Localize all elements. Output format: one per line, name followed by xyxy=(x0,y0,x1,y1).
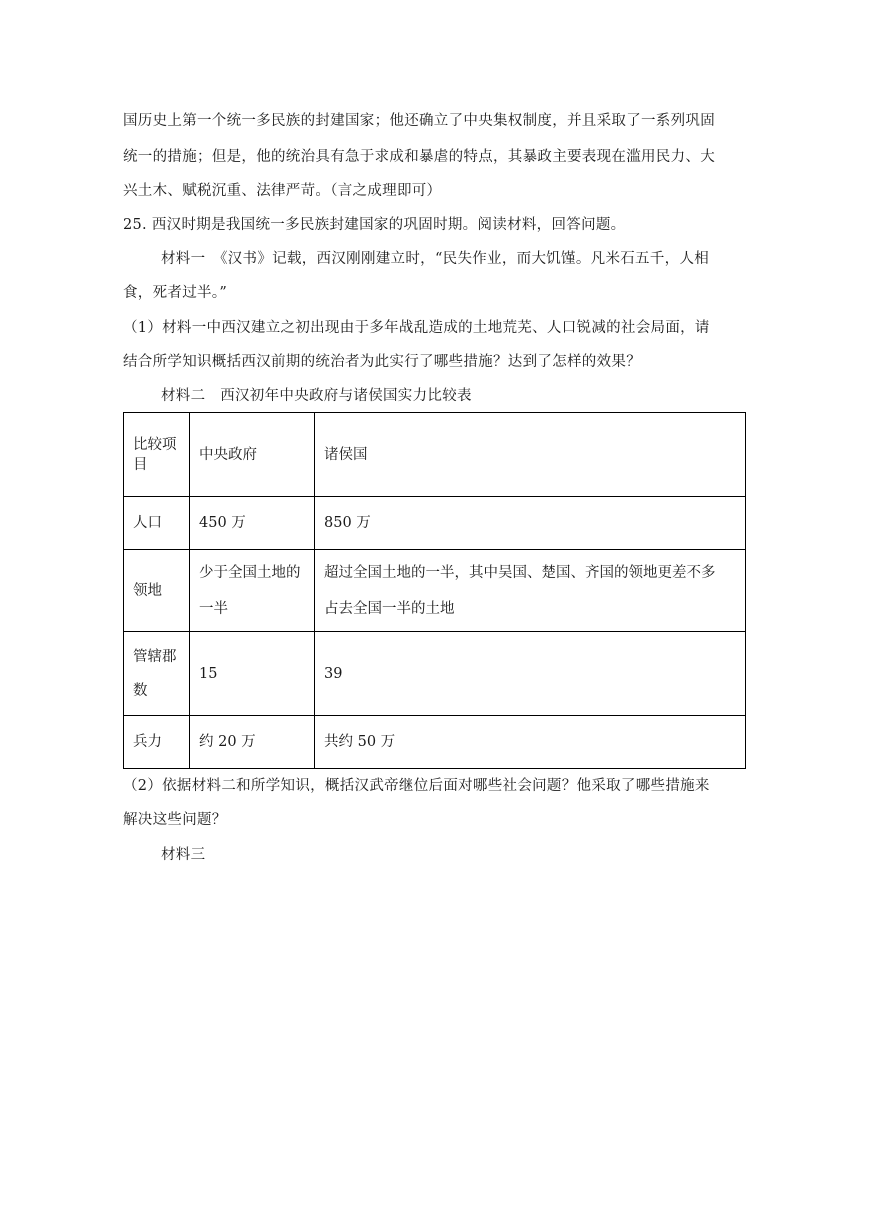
text-line: 国历史上第一个统一多民族的封建国家；他还确立了中央集权制度，并且采取了一系列巩固 xyxy=(123,113,715,129)
table-cell: 少于全国土地的 一半 xyxy=(190,550,315,632)
text-line: 结合所学知识概括西汉前期的统治者为此实行了哪些措施？达到了怎样的效果？ xyxy=(123,354,641,370)
table-cell: 诸侯国 xyxy=(315,413,746,497)
table-cell: 兵力 xyxy=(124,716,190,769)
table-row xyxy=(124,632,746,716)
table-cell: 超过全国土地的一半，其中吴国、楚国、齐国的领地更差不多 占去全国一半的土地 xyxy=(315,550,746,632)
text-line: 食，死者过半。” xyxy=(123,285,228,301)
text-line: （1）材料一中西汉建立之初出现由于多年战乱造成的土地荒芜、人口锐减的社会局面，请 xyxy=(123,320,710,336)
comparison-table xyxy=(123,412,746,769)
table-header-row xyxy=(124,413,746,497)
table-cell: 管辖郡 数 xyxy=(124,632,190,716)
material-2-title: 材料二 西汉初年中央政府与诸侯国实力比较表 xyxy=(161,388,472,404)
table-cell: 450 万 xyxy=(190,497,315,550)
text-line: 兴土木、赋税沉重、法律严苛。（言之成理即可） xyxy=(123,183,442,199)
table-cell: 约 20 万 xyxy=(190,716,315,769)
table-cell: 共约 50 万 xyxy=(315,716,746,769)
table-cell: 中央政府 xyxy=(190,413,315,497)
text-line: 统一的措施；但是，他的统治具有急于求成和暴虐的特点，其暴政主要表现在滥用民力、大 xyxy=(123,149,715,165)
table-cell: 39 xyxy=(315,632,746,716)
material-3-title: 材料三 xyxy=(161,847,206,863)
text-line: （2）依据材料二和所学知识，概括汉武帝继位后面对哪些社会问题？他采取了哪些措施来 xyxy=(123,778,710,794)
table-cell: 比较项 目 xyxy=(124,413,190,497)
table-row xyxy=(124,497,746,550)
table-row xyxy=(124,550,746,632)
text-line: 材料一 《汉书》记载，西汉刚刚建立时，“民失作业，而大饥馑。凡米石五千，人相 xyxy=(161,251,710,267)
table-cell: 领地 xyxy=(124,550,190,632)
table-cell: 15 xyxy=(190,632,315,716)
table-row xyxy=(124,716,746,769)
table-cell: 人口 xyxy=(124,497,190,550)
text-line: 解决这些问题？ xyxy=(123,812,227,828)
question-25-stem: 25. 西汉时期是我国统一多民族封建国家的巩固时期。阅读材料，回答问题。 xyxy=(123,217,626,233)
table-cell: 850 万 xyxy=(315,497,746,550)
